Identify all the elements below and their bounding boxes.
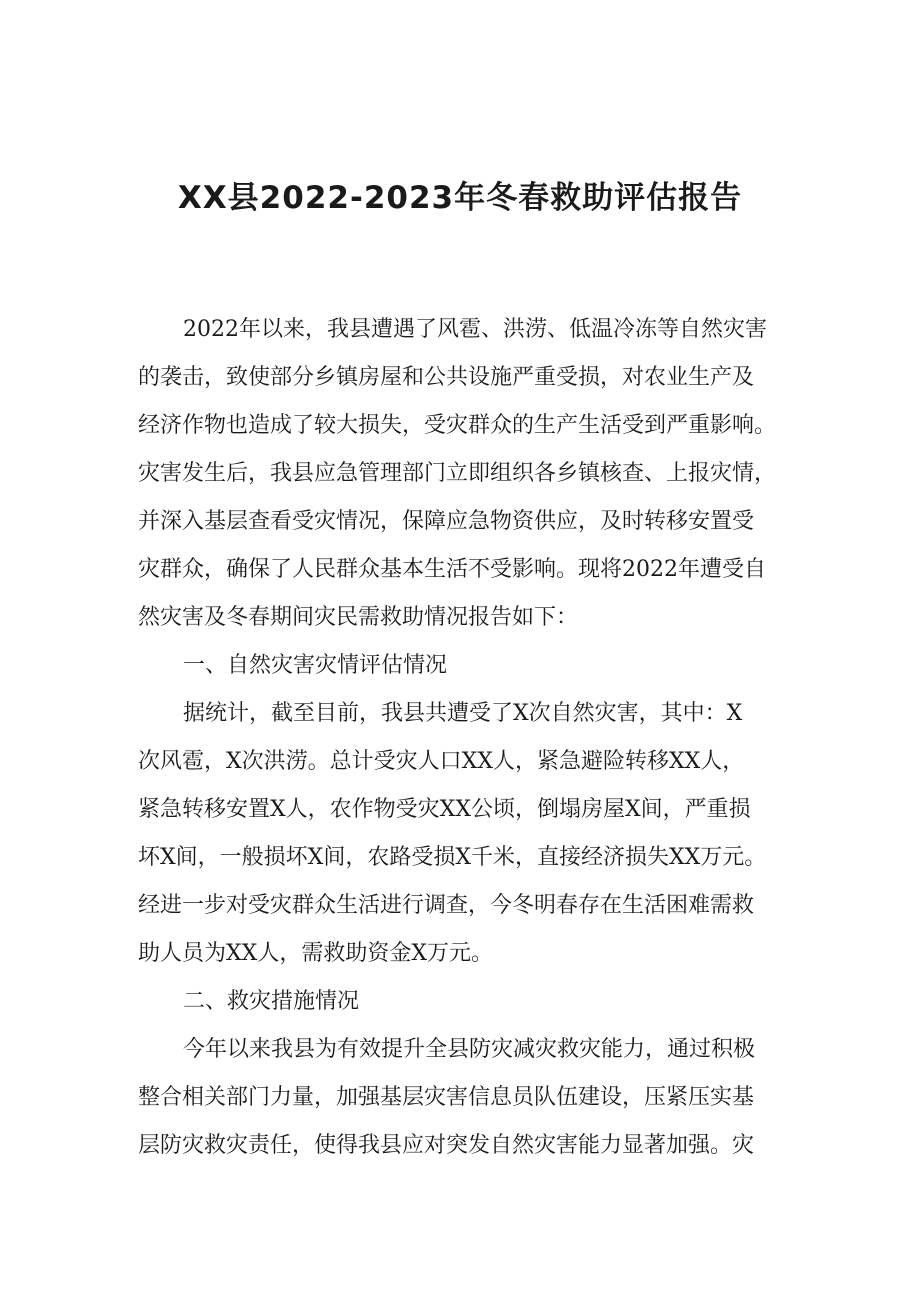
paragraph-line: 次风雹，X次洪涝。总计受灾人口XX人，紧急避险转移XX人，: [138, 749, 745, 774]
paragraph-line: 并深入基层查看受灾情况，保障应急物资供应，及时转移安置受: [138, 509, 755, 534]
paragraph-line: 层防灾救灾责任，使得我县应对突发自然灾害能力显著加强。灾: [138, 1133, 755, 1158]
paragraph-line: 整合相关部门力量，加强基层灾害信息员队伍建设，压紧压实基: [138, 1085, 755, 1110]
section-heading: 二、救灾措施情况: [183, 989, 360, 1014]
paragraph-line: 的袭击，致使部分乡镇房屋和公共设施严重受损，对农业生产及: [138, 365, 755, 390]
paragraph-line: 今年以来我县为有效提升全县防灾减灾救灾能力，通过积极: [183, 1037, 756, 1062]
paragraph-line: 经进一步对受灾群众生活进行调查，今冬明春存在生活困难需救: [138, 893, 755, 918]
section-heading: 一、自然灾害灾情评估情况: [183, 653, 448, 678]
paragraph-line: 据统计，截至目前，我县共遭受了X次自然灾害，其中：X: [183, 701, 743, 726]
paragraph-line: 助人员为XX人，需救助资金X万元。: [138, 941, 493, 966]
document-title: XX县2022-2023年冬春救助评估报告: [177, 180, 743, 216]
paragraph-line: 然灾害及冬春期间灾民需救助情况报告如下：: [138, 605, 579, 630]
paragraph-line: 坏X间，一般损坏X间，农路受损X千米，直接经济损失XX万元。: [138, 845, 767, 870]
paragraph-line: 2022年以来，我县遭遇了风雹、洪涝、低温冷冻等自然灾害: [183, 317, 767, 342]
paragraph-line: 灾群众，确保了人民群众基本生活不受影响。现将2022年遭受自: [138, 557, 766, 582]
paragraph-line: 灾害发生后，我县应急管理部门立即组织各乡镇核查、上报灾情，: [138, 461, 777, 486]
paragraph-line: 经济作物也造成了较大损失，受灾群众的生产生活受到严重影响。: [138, 413, 777, 438]
paragraph-line: 紧急转移安置X人，农作物受灾XX公顷，倒塌房屋X间，严重损: [138, 797, 751, 822]
